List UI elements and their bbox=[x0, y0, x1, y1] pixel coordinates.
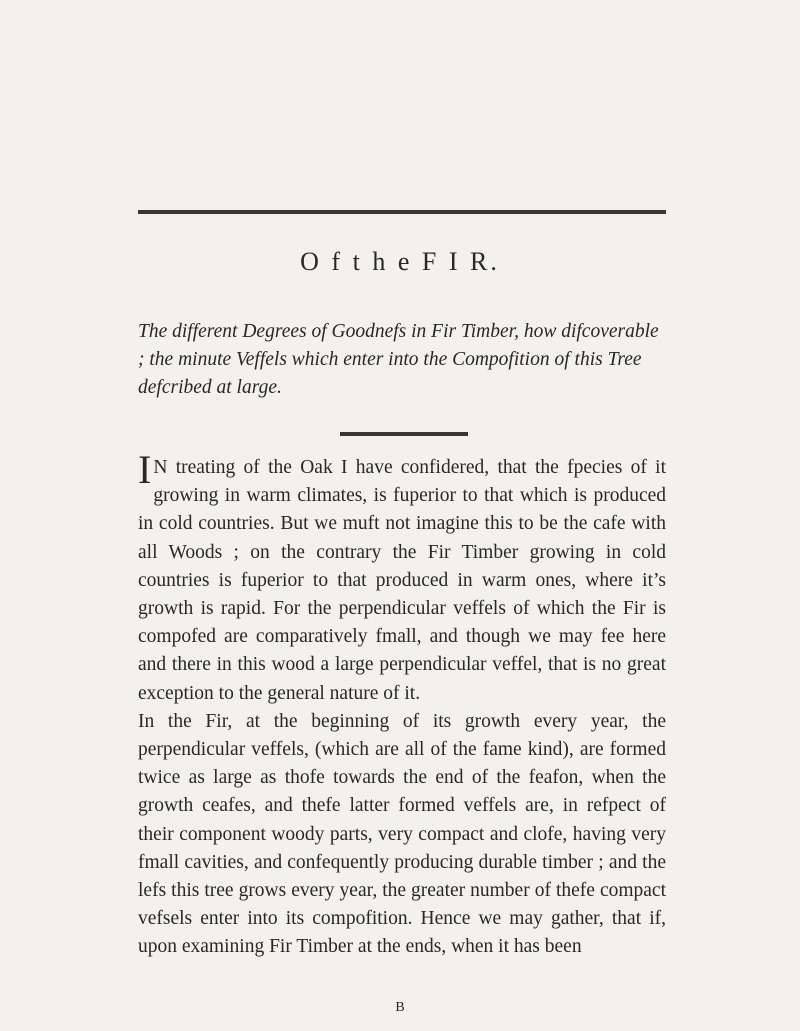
paragraph-1 bbox=[138, 447, 666, 708]
paragraph-1-text: N treating of the Oak I have confidered, that the fpecies of it growing in warm climates, is fuperior to that which is produced in cold countries. But we muft not imagine this to be the cafe with all Woods ; on the contrary the Fir Timber growing in cold countries is fuperior to that produced in warm ones, where it’s growth is rapid. For the perpendicular veffels of which the Fir is compofed are comparatively fmall, and though we may fee here and there in this wood a large perpendicular veffel, that is no great exception to the general nature of it. bbox=[138, 457, 666, 704]
chapter-title: O f t h e F I R. bbox=[300, 247, 500, 276]
section-divider-rule bbox=[340, 432, 468, 436]
top-ornamental-rule bbox=[138, 210, 666, 214]
body-text bbox=[138, 447, 666, 962]
drop-cap: I bbox=[138, 447, 152, 492]
paragraph-2: In the Fir, at the beginning of its growth every year, the perpendicular veffels, (which are all of the fame kind), are formed twice as large as thofe towards the end of the feafon, when the growth ceafes, and thefe latter formed veffels are, in refpect of their component woody parts, very compact and clofe, having very fmall cavities, and confequently producing durable timber ; and the lefs this tree grows every year, the greater number of thefe compact vefsels enter into its compofition. Hence we may gather, that if, upon examining Fir Timber at the ends, when it has been bbox=[138, 710, 666, 958]
signature-mark: B bbox=[395, 1000, 405, 1015]
chapter-subtitle: The different Degrees of Goodnefs in Fir Timber, how difcoverable ; the minute Veffels which enter into the Compofition of this Tree defcribed at large. bbox=[138, 321, 659, 398]
